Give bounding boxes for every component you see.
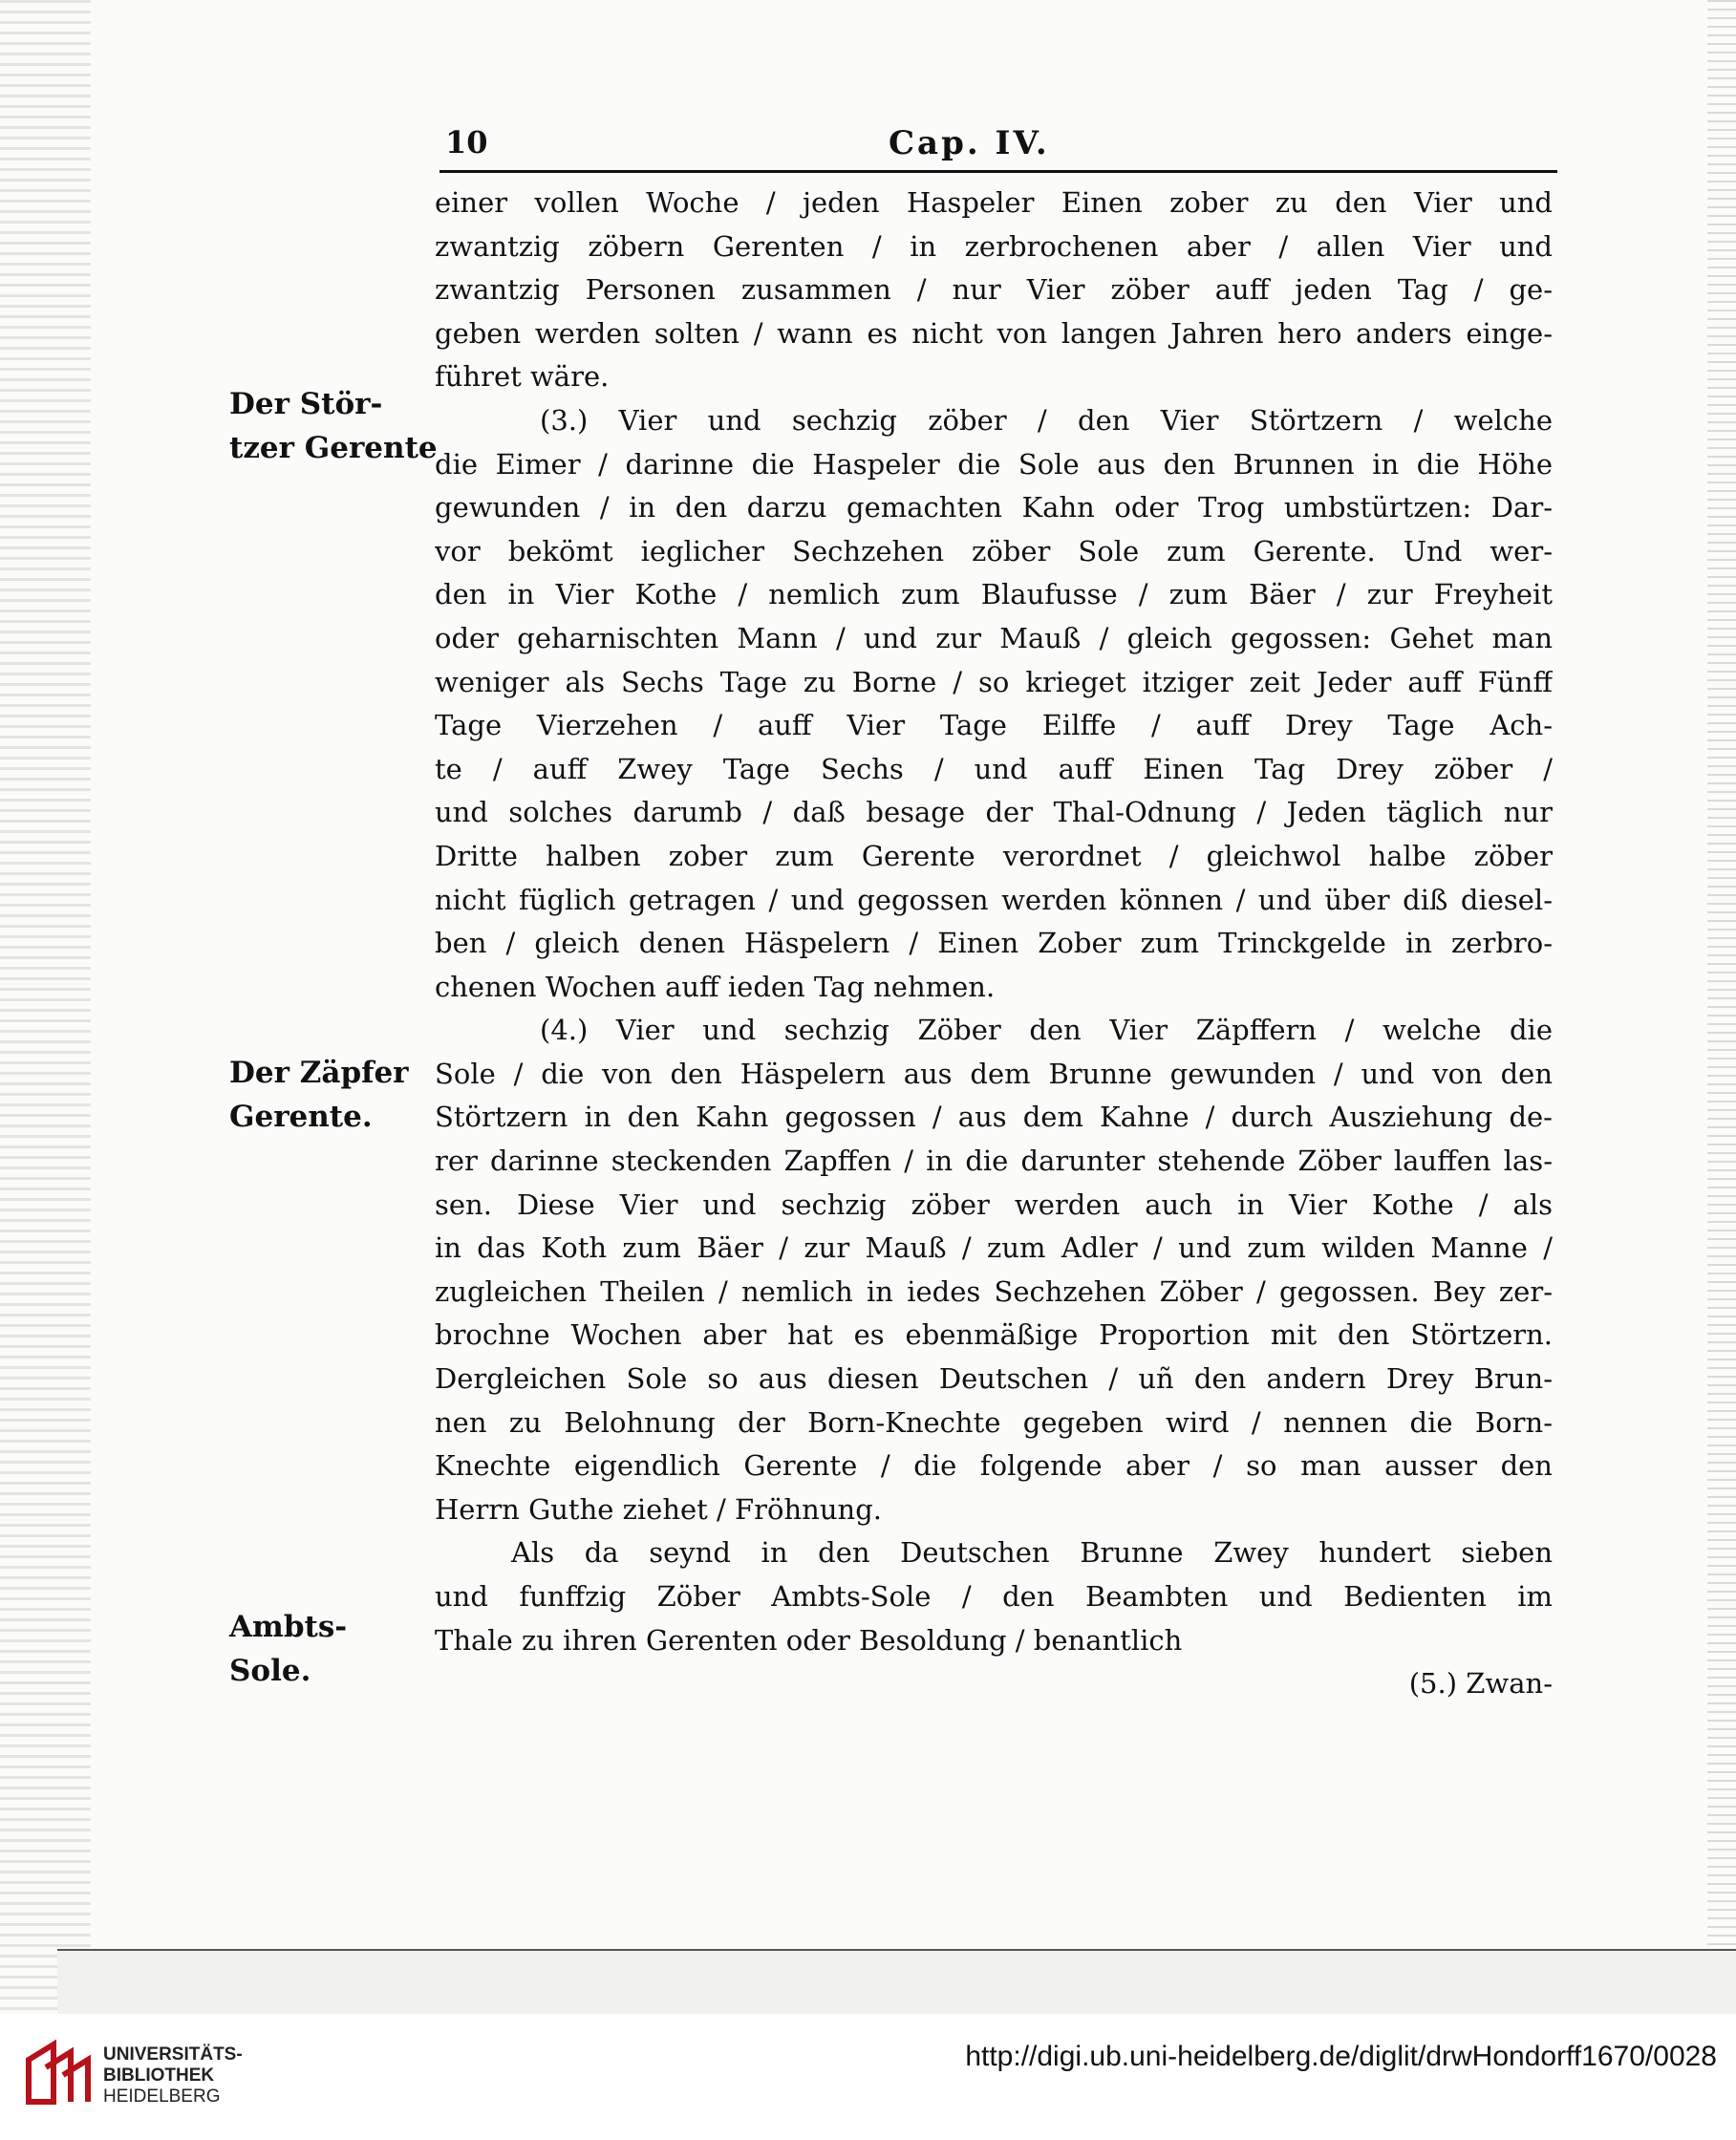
text-line: Sole / die von den Häspelern aus dem Brunne gewunden / und von den: [435, 1057, 1553, 1090]
institution-name: [103, 2044, 243, 2108]
text-line: Störtzern in den Kahn gegossen / aus dem Kahne / durch Ausziehung de-: [435, 1101, 1553, 1134]
text-line: Dritte halben zober zum Gerente verordnet / gleichwol halbe zöber: [435, 839, 1553, 872]
text-line: die Eimer / darinne die Haspeler die Sole aus den Brunnen in die Höhe: [435, 447, 1553, 481]
text-line: rer darinne steckenden Zapffen / in die darunter stehende Zöber lauffen las-: [435, 1145, 1553, 1178]
text-line: geben werden solten / wann es nicht von langen Jahren hero anders einge-: [435, 316, 1553, 350]
right-page-edge: [1707, 0, 1736, 2014]
text-line: (4.) Vier und sechzig Zöber den Vier Zäpffern / welche die: [540, 1014, 1553, 1047]
institution-line: BIBLIOTHEK: [103, 2065, 215, 2086]
text-line: Als da seynd in den Deutschen Brunne Zwey hundert sieben: [511, 1536, 1553, 1570]
permalink-url[interactable]: http://digi.ub.uni-heidelberg.de/diglit/drwHondorff1670/0028: [965, 2041, 1717, 2072]
margin-note-line: Der Stör-: [229, 387, 383, 421]
text-line: oder geharnischten Mann / und zur Mauß / gleich gegossen: Gehet man: [435, 621, 1553, 654]
margin-note-ambts-sole: [229, 1605, 420, 1693]
body-text: [435, 182, 1553, 1706]
text-line: sen. Diese Vier und sechzig zöber werden auch in Vier Kothe / als: [435, 1188, 1553, 1221]
ub-heidelberg-logo: [19, 2033, 97, 2111]
text-line: chenen Wochen auff ieden Tag nehmen.: [435, 970, 996, 1003]
text-line: (3.) Vier und sechzig zöber / den Vier Störtzern / welche: [540, 403, 1553, 437]
margin-note-zaepfer: [229, 1051, 420, 1139]
running-header: [439, 124, 1557, 173]
text-line: Herrn Guthe ziehet / Fröhnung.: [435, 1492, 882, 1526]
margin-note-line: tzer Gerente: [229, 431, 438, 465]
bottom-page-edge: [57, 1949, 1736, 2014]
text-line: in das Koth zum Bäer / zur Mauß / zum Adler / und zum wilden Manne /: [435, 1231, 1553, 1265]
text-line: brochne Wochen aber hat es ebenmäßige Proportion mit den Störtzern.: [435, 1318, 1553, 1352]
margin-note-line: Ambts-: [229, 1610, 348, 1644]
page-number: 10: [445, 124, 488, 160]
text-line: zwantzig zöbern Gerenten / in zerbrochenen aber / allen Vier und: [435, 229, 1553, 263]
text-line: und solches darumb / daß besage der Thal-Odnung / Jeden täglich nur: [435, 796, 1553, 829]
text-line: Tage Vierzehen / auff Vier Tage Eilffe / auff Drey Tage Ach-: [435, 709, 1553, 742]
institution-line: HEIDELBERG: [103, 2086, 221, 2107]
footer-bar: [0, 2014, 1736, 2140]
text-line: führet wäre.: [435, 360, 610, 394]
text-line: nen zu Belohnung der Born-Knechte gegeben wird / nennen die Born-: [435, 1405, 1553, 1439]
text-line: weniger als Sechs Tage zu Borne / so krieget itziger zeit Jeder auff Fünff: [435, 665, 1553, 698]
text-line: Dergleichen Sole so aus diesen Deutschen / uñ den andern Drey Brun-: [435, 1362, 1553, 1396]
text-line: gewunden / in den darzu gemachten Kahn oder Trog umbstürtzen: Dar-: [435, 491, 1553, 524]
margin-note-line: Sole.: [229, 1654, 311, 1688]
text-line: einer vollen Woche / jeden Haspeler Einen zober zu den Vier und: [435, 186, 1553, 219]
margin-note-line: Der Zäpfer: [229, 1056, 409, 1090]
institution-line: UNIVERSITÄTS-: [103, 2044, 243, 2065]
text-line: te / auff Zwey Tage Sechs / und auff Einen Tag Drey zöber /: [435, 752, 1553, 785]
text-line: Thale zu ihren Gerenten oder Besoldung / benantlich: [435, 1623, 1183, 1657]
text-line: ben / gleich denen Häspelern / Einen Zober zum Trinckgelde in zerbro-: [435, 927, 1553, 960]
text-line: nicht füglich getragen / und gegossen werden können / und über diß diesel-: [435, 883, 1553, 916]
text-line: den in Vier Kothe / nemlich zum Blaufusse / zum Bäer / zur Freyheit: [435, 578, 1553, 611]
text-line: vor bekömt ieglicher Sechzehen zöber Sole zum Gerente. Und wer-: [435, 534, 1553, 567]
margin-note-line: Gerente.: [229, 1100, 373, 1134]
catchword: (5.) Zwan-: [1408, 1667, 1553, 1701]
text-line: zugleichen Theilen / nemlich in iedes Sechzehen Zöber / gegossen. Bey zer-: [435, 1274, 1553, 1308]
chapter-heading: Cap. IV.: [889, 124, 1050, 162]
margin-note-stoertzer: [229, 382, 438, 470]
text-line: Knechte eigendlich Gerente / die folgende aber / so man ausser den: [435, 1449, 1553, 1483]
left-page-edge: [0, 0, 91, 2014]
text-line: zwantzig Personen zusammen / nur Vier zöber auff jeden Tag / ge-: [435, 273, 1553, 307]
text-line: und funffzig Zöber Ambts-Sole / den Beambten und Bedienten im: [435, 1580, 1553, 1613]
